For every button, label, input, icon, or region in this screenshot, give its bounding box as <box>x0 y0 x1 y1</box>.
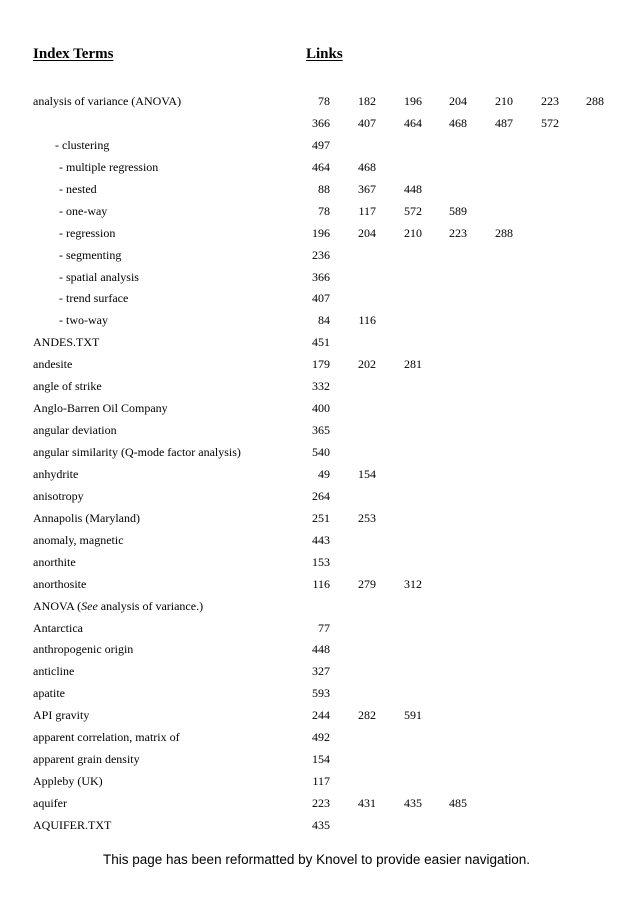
footer-note: This page has been reformatted by Knovel to provide easier navigation. <box>102 852 530 867</box>
page-link[interactable]: 367 <box>358 181 376 196</box>
index-term: anorthite <box>33 554 76 569</box>
page-link[interactable]: 288 <box>495 225 513 240</box>
index-entry-row <box>0 486 633 508</box>
index-term: Antarctica <box>33 620 83 635</box>
page-link[interactable]: 448 <box>404 181 422 196</box>
page-link[interactable]: 210 <box>495 94 513 108</box>
index-entry-row <box>0 661 633 683</box>
page-link[interactable]: 400 <box>312 401 330 416</box>
page-link[interactable]: 281 <box>404 357 422 372</box>
page-link[interactable]: 264 <box>312 488 330 503</box>
page-link[interactable]: 196 <box>404 94 422 108</box>
page-link[interactable]: 435 <box>404 796 422 810</box>
index-entry-row <box>0 683 633 705</box>
index-term: aquifer <box>33 796 67 810</box>
index-term: apparent grain density <box>33 752 140 767</box>
index-entry-row <box>0 727 633 749</box>
page-link[interactable]: 589 <box>449 203 467 218</box>
index-entry-row <box>0 267 633 289</box>
page-link[interactable]: 407 <box>358 115 376 130</box>
index-term: anorthosite <box>33 576 87 591</box>
page-link[interactable]: 116 <box>358 313 376 328</box>
index-entry-row <box>0 179 633 201</box>
page-link[interactable]: 49 <box>318 466 330 481</box>
page-link[interactable]: 443 <box>312 532 330 547</box>
index-term: - one-way <box>59 203 108 218</box>
index-entry-row <box>0 376 633 398</box>
page-link[interactable]: 468 <box>358 159 376 174</box>
page-link[interactable]: 279 <box>358 576 376 591</box>
index-term: andesite <box>33 357 73 372</box>
page-link[interactable]: 327 <box>312 664 330 679</box>
page-link[interactable]: 435 <box>312 817 330 832</box>
page-link[interactable]: 202 <box>358 357 376 372</box>
index-entry-row <box>0 508 633 530</box>
index-term: - clustering <box>55 137 110 152</box>
page-link[interactable]: 251 <box>312 510 330 525</box>
index-entry-row <box>0 749 633 771</box>
page-link[interactable]: 153 <box>312 554 330 569</box>
index-entry-row <box>0 157 633 179</box>
index-term: Anglo-Barren Oil Company <box>33 401 168 416</box>
page-link[interactable]: 117 <box>312 774 330 789</box>
page-link[interactable]: 492 <box>312 730 330 745</box>
index-entry-row <box>0 420 633 442</box>
page-link[interactable]: 244 <box>312 708 330 723</box>
page-link[interactable]: 431 <box>358 796 376 810</box>
page-link[interactable]: 223 <box>449 225 467 240</box>
page-link[interactable]: 464 <box>312 159 330 174</box>
page-link[interactable]: 593 <box>312 686 330 701</box>
index-entry-row <box>0 596 633 618</box>
index-term: anomaly, magnetic <box>33 532 124 547</box>
index-term: anhydrite <box>33 466 79 481</box>
page-link[interactable]: 407 <box>312 291 330 306</box>
index-entry-row <box>0 639 633 661</box>
page-link[interactable]: 253 <box>358 510 376 525</box>
index-term: apatite <box>33 686 65 701</box>
page-link[interactable]: 116 <box>312 576 330 591</box>
index-term: API gravity <box>33 708 90 723</box>
page-link[interactable]: 154 <box>312 752 330 767</box>
page-link[interactable]: 77 <box>318 620 330 635</box>
index-entry-row <box>0 223 633 245</box>
page-link[interactable]: 485 <box>449 796 467 810</box>
page-link[interactable]: 572 <box>541 115 559 130</box>
index-list <box>0 91 633 837</box>
index-term: Annapolis (Maryland) <box>33 510 140 525</box>
page-link[interactable]: 223 <box>541 94 559 108</box>
index-term: apparent correlation, matrix of <box>33 730 180 745</box>
page-link[interactable]: 204 <box>449 94 467 108</box>
index-term: anticline <box>33 664 75 679</box>
index-entry-row <box>0 288 633 310</box>
page-link[interactable]: 366 <box>312 269 330 284</box>
index-term: angular similarity (Q-mode factor analysis) <box>33 445 241 459</box>
page-link[interactable]: 366 <box>312 115 330 130</box>
page-link[interactable]: 182 <box>358 94 376 108</box>
index-term: Appleby (UK) <box>33 774 103 789</box>
index-entry-row <box>0 464 633 486</box>
index-term: - two-way <box>59 313 108 328</box>
index-term: ANOVA (See analysis of variance.) <box>33 598 204 613</box>
page-link[interactable]: 288 <box>586 94 604 108</box>
index-entry-row <box>0 552 633 574</box>
index-entry-row <box>0 245 633 267</box>
page-link[interactable]: 591 <box>404 708 422 723</box>
page-link[interactable]: 540 <box>312 445 330 459</box>
page-link[interactable]: 487 <box>495 115 513 130</box>
page-link[interactable]: 468 <box>449 115 467 130</box>
index-entry-row <box>0 135 633 157</box>
index-entry-row <box>0 815 633 837</box>
page-link[interactable]: 497 <box>312 137 330 152</box>
page-link[interactable]: 154 <box>358 466 376 481</box>
index-term: angular deviation <box>33 423 117 438</box>
index-entry-row <box>0 310 633 332</box>
page-link[interactable]: 282 <box>358 708 376 723</box>
see-reference: See <box>81 598 98 613</box>
index-term: anisotropy <box>33 488 84 503</box>
page-link[interactable]: 223 <box>312 796 330 810</box>
index-entry-row <box>0 354 633 376</box>
index-entry-row <box>0 793 633 815</box>
page-link[interactable]: 117 <box>358 203 376 218</box>
index-entry-row <box>0 574 633 596</box>
page-link[interactable]: 365 <box>312 423 330 438</box>
index-term: angle of strike <box>33 379 102 394</box>
page-link[interactable]: 84 <box>318 313 330 328</box>
index-entry-row <box>0 618 633 640</box>
page-link[interactable]: 88 <box>318 181 330 196</box>
page-link[interactable]: 451 <box>312 335 330 350</box>
index-entry-row <box>0 91 633 113</box>
page-link[interactable]: 332 <box>312 379 330 394</box>
index-term: anthropogenic origin <box>33 642 134 657</box>
page-link[interactable]: 78 <box>318 203 330 218</box>
page-link[interactable]: 236 <box>312 247 330 262</box>
page-link[interactable]: 204 <box>358 225 376 240</box>
index-term: - nested <box>59 181 97 196</box>
page-link[interactable]: 572 <box>404 203 422 218</box>
index-term: - regression <box>59 225 116 240</box>
page-link[interactable]: 78 <box>318 94 330 108</box>
index-term: - trend surface <box>59 291 129 306</box>
index-entry-row <box>0 442 633 464</box>
page-link[interactable]: 312 <box>404 576 422 591</box>
page-link[interactable]: 448 <box>312 642 330 657</box>
index-entry-row <box>0 530 633 552</box>
index-entry-row <box>0 201 633 223</box>
index-term: - spatial analysis <box>59 269 139 284</box>
page-link[interactable]: 464 <box>404 115 422 130</box>
page-link[interactable]: 210 <box>404 225 422 240</box>
links-header: Links <box>306 46 343 62</box>
index-entry-row <box>0 332 633 354</box>
index-term: ANDES.TXT <box>33 335 100 350</box>
index-term: - multiple regression <box>59 159 159 174</box>
index-terms-header: Index Terms <box>33 46 114 62</box>
index-term: AQUIFER.TXT <box>33 817 112 832</box>
index-entry-row <box>0 771 633 793</box>
page-link[interactable]: 179 <box>312 357 330 372</box>
index-entry-row <box>0 705 633 727</box>
index-entry-row <box>0 113 633 135</box>
page-link[interactable]: 196 <box>312 225 330 240</box>
index-term: analysis of variance (ANOVA) <box>33 94 182 108</box>
index-entry-row <box>0 398 633 420</box>
index-term: - segmenting <box>59 247 122 262</box>
